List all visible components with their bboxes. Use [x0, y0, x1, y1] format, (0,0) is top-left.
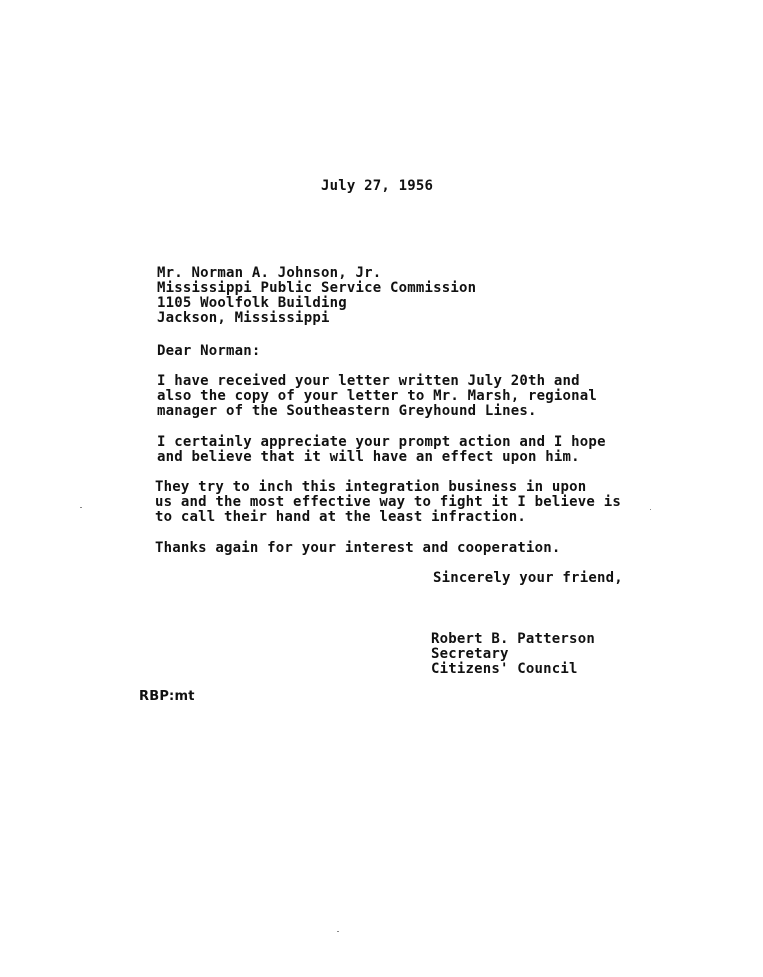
paragraph-line: I certainly appreciate your prompt action and I hope [157, 434, 606, 450]
recipient-street: 1105 Woolfolk Building [157, 295, 347, 311]
scan-speck [80, 507, 82, 508]
closing: Sincerely your friend, [433, 570, 623, 586]
paragraph-line: us and the most effective way to fight it I believe is [155, 494, 621, 510]
signer-name: Robert B. Patterson [431, 631, 595, 647]
scan-speck [337, 931, 339, 932]
letter-date: July 27, 1956 [321, 178, 434, 194]
reference-initials: RBP:mt [139, 689, 195, 704]
recipient-city: Jackson, Mississippi [157, 310, 330, 326]
body-paragraph-3 [155, 480, 621, 525]
paragraph-line: to call their hand at the least infraction. [155, 509, 527, 525]
paragraph-line: They try to inch this integration business in upon [155, 479, 587, 495]
paragraph-line: and believe that it will have an effect upon him. [157, 449, 580, 465]
recipient-address [157, 266, 476, 326]
recipient-name: Mr. Norman A. Johnson, Jr. [157, 265, 382, 281]
signer-title: Secretary [431, 646, 509, 662]
recipient-organization: Mississippi Public Service Commission [157, 280, 477, 296]
body-paragraph-1 [157, 374, 597, 419]
paragraph-line: I have received your letter written July 20th and [157, 373, 580, 389]
signer-organization: Citizens' Council [431, 661, 578, 677]
salutation: Dear Norman: [157, 343, 261, 359]
paragraph-line: also the copy of your letter to Mr. Marsh, regional [157, 388, 598, 404]
paragraph-line: Thanks again for your interest and cooperation. [155, 540, 561, 556]
body-paragraph-2 [157, 435, 606, 465]
body-paragraph-4 [155, 541, 561, 556]
paragraph-line: manager of the Southeastern Greyhound Lines. [157, 403, 537, 419]
scan-speck [650, 509, 651, 510]
signature-block [431, 632, 595, 677]
